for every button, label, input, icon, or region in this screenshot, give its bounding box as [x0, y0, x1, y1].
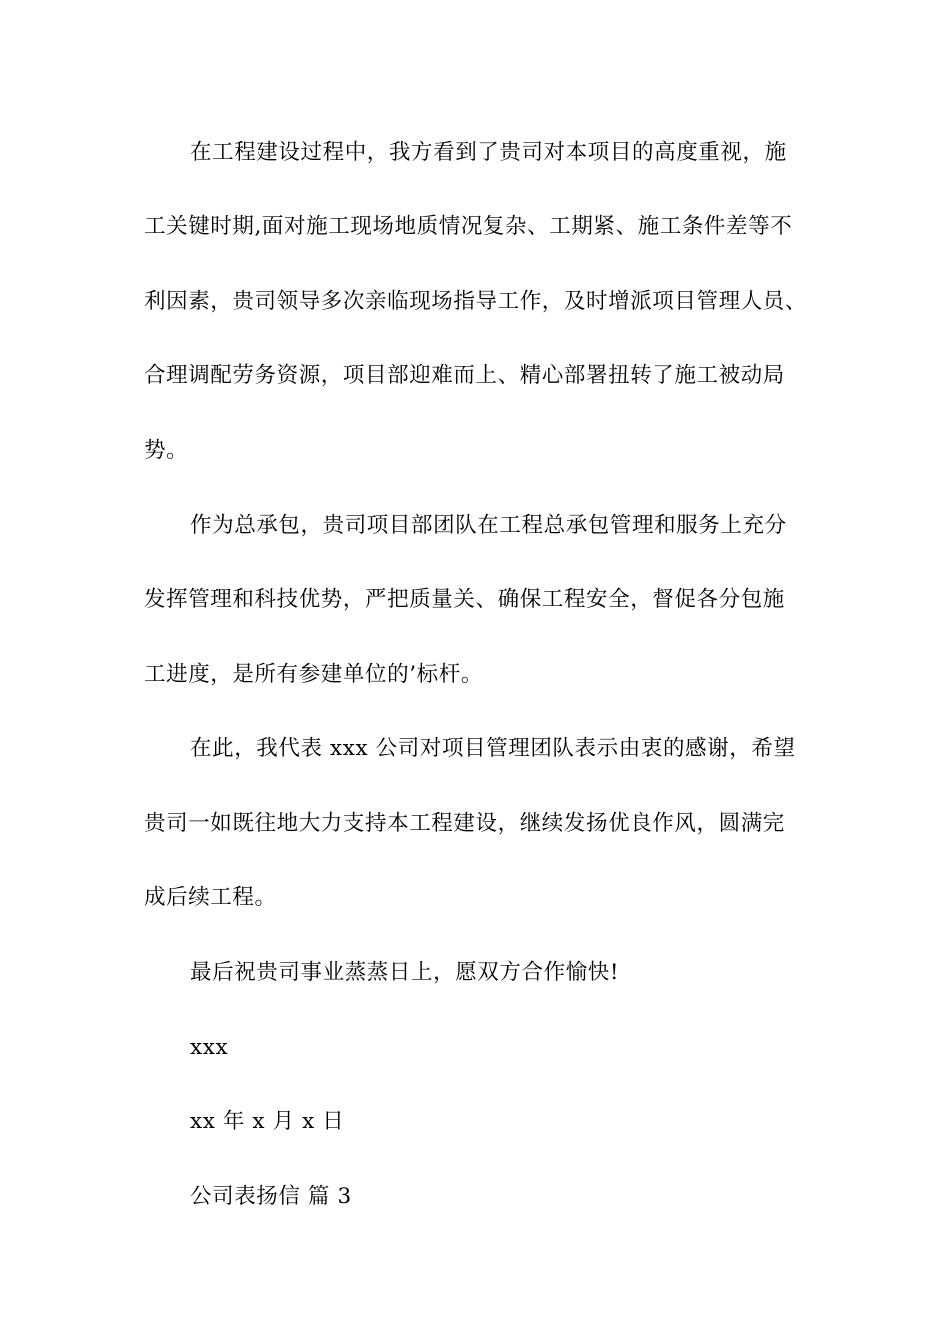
paragraph-1-line-3: 利因素，贵司领导多次亲临现场指导工作，及时增派项目管理人员、	[144, 289, 808, 314]
closing-wish: 最后祝贵司事业蒸蒸日上，愿双方合作愉快!	[190, 960, 620, 985]
paragraph-3-line-2: 贵司一如既往地大力支持本工程建设，继续发扬优良作风，圆满完	[144, 811, 785, 836]
section-heading: 公司表扬信 篇 3	[190, 1184, 352, 1209]
paragraph-1-line-4: 合理调配劳务资源，项目部迎难而上、精心部署扭转了施工被动局	[144, 363, 785, 388]
paragraph-3-line-1: 在此，我代表 xxx 公司对项目管理团队表示由衷的感谢，希望	[190, 736, 796, 761]
signature-date: xx 年 x 月 x 日	[190, 1109, 345, 1134]
paragraph-1-line-1: 在工程建设过程中，我方看到了贵司对本项目的高度重视，施	[190, 140, 787, 165]
paragraph-2-line-1: 作为总承包，贵司项目部团队在工程总承包管理和服务上充分	[190, 513, 787, 538]
paragraph-2-line-3: 工进度，是所有参建单位的’标杆。	[144, 662, 483, 687]
paragraph-3-line-3: 成后续工程。	[144, 885, 277, 910]
paragraph-1-line-2: 工关键时期,面对施工现场地质情况复杂、工期紧、施工条件差等不	[144, 214, 793, 239]
paragraph-1-line-5: 势。	[144, 438, 189, 463]
signature-name: xxx	[190, 1035, 229, 1060]
paragraph-2-line-2: 发挥管理和科技优势，严把质量关、确保工程安全，督促各分包施	[144, 587, 785, 612]
